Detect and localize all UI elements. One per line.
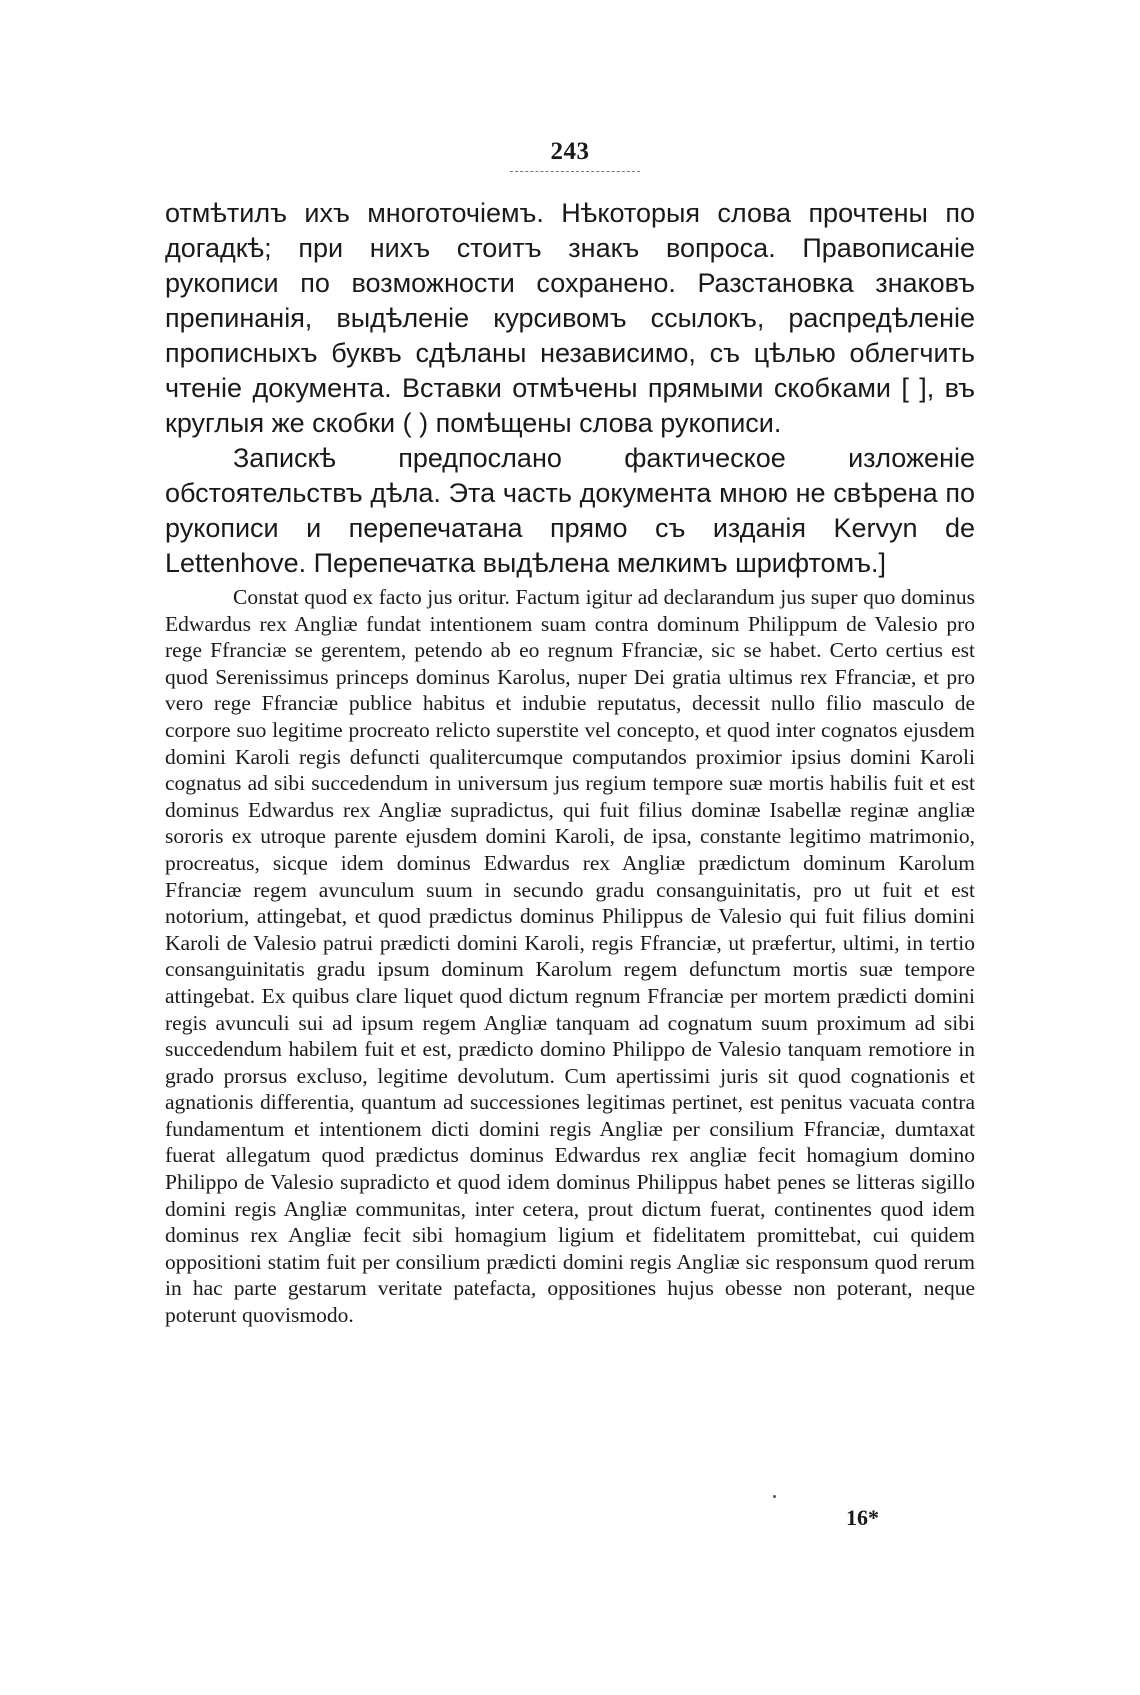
signature-mark: 16* [846, 1505, 879, 1530]
page-number: 243 [550, 138, 590, 165]
editorial-paragraph-2: Запискѣ предпослано фактическое изложеніе обстоятельствъ дѣла. Эта часть документа мною не свѣрена по рукописи и перепечатана прямо съ изданія Kervyn de Lettenhove. Перепечатка выдѣлена мелкимъ шрифтомъ.] [165, 443, 975, 578]
page-number-rule [510, 171, 640, 172]
editorial-paragraph-1: отмѣтилъ ихъ многоточіемъ. Нѣкоторыя слова прочтены по догадкѣ; при нихъ стоитъ знакъ вопроса. Правописаніе рукописи по возможности сохранено. Разстановка знаковъ препинанія, выдѣленіе курсивомъ ссылокъ, распредѣленіе прописныхъ буквъ сдѣланы независимо, съ цѣлью облегчить чтеніе документа. Вставки отмѣчены прямыми скобками [ ], въ круглыя же скобки ( ) помѣщены слова рукописи. [165, 198, 975, 438]
latin-document-text: Constat quod ex facto jus oritur. Factum igitur ad declarandum jus super quo dominus Edwardus rex Angliæ fundat intentionem suam contra dominum Philippum de Valesio pro rege Ffranciæ se gerentem, petendo ab eo regnum Ffranciæ, sic se habet. Certo certius est quod Serenissimus princeps dominus Karolus, nuper Dei gratia ultimus rex Ffranciæ, et pro vero rege Ffranciæ publice habitus et indubie reputatus, decessit nullo filio masculo de corpore suo legitime procreato relicto superstite vel concepto, et quod inter cognatos ejusdem domini Karoli regis defuncti qualitercumque computandos proximior ipsius domini Karoli cognatus ad sibi succedendum in universum jus regium tempore suæ mortis habilis fuit et est dominus Edwardus rex Angliæ supradictus, qui fuit filius dominæ Isabellæ reginæ angliæ sororis ex utroque parente ejusdem domini Karoli, de ipsa, constante legitimo matrimonio, procreatus, sicque idem dominus Edwardus rex Angliæ prædictum dominum Karolum Ffranciæ regem avunculum suum in secundo gradu consanguinitatis, pro ut fuit et est notorium, attingebat, et quod prædictus dominus Philippus de Valesio qui fuit filius domini Karoli de Valesio patrui prædicti domini Karoli, regis Ffranciæ, ut præfertur, ultimi, in tertio consanguinitatis gradu ipsum dominum Karolum regem defunctum mortis suæ tempore attingebat. Ex quibus clare liquet quod dictum regnum Ffranciæ per mortem prædicti domini regis avunculi sui ad ipsum regem Angliæ tanquam ad cognatum suum proximum ad sibi succedendum habilem fuit et est, prædicto domino Philippo de Valesio tanquam remotiore in grado prorsus excluso, legitime devolutum. Cum apertissimi juris sit quod cognationis et agnationis differentia, quantum ad successiones legitimas pertinet, est penitus vacuata contra fundamentum et intentionem dicti domini regis Angliæ per consilium Ffranciæ, dumtaxat fuerat allegatum quod prædictus dominus Edwardus rex angliæ fecit homagium domino Philippo de Valesio supradicto et quod idem dominus Philippus habet penes se litteras sigillo domini regis Angliæ communitas, inter cetera, prout dictum fuerat, continentes quod idem dominus rex Angliæ fecit sibi homagium ligium et fidelitatem promittebat, cui quidem oppositioni statim fuit per consilium prædicti domini regis Angliæ sic responsum quod rerum in hac parte gestarum veritate patefacta, oppositiones hujus obesse non poterant, neque poterunt quovismodo. [165, 585, 975, 1328]
editorial-note [165, 196, 975, 581]
print-speck [773, 1495, 776, 1498]
